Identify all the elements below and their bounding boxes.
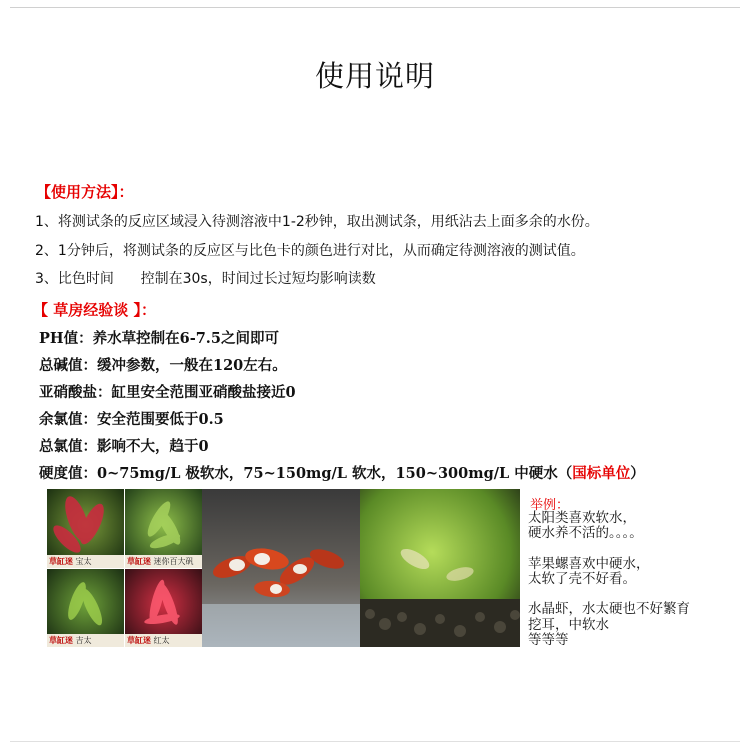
note-line-3: 苹果螺喜欢中硬水， [528,556,650,572]
plant-collage-image [47,489,202,647]
ph-line [39,327,279,348]
free-chlorine-text: 安全范围要低于0.5 [97,411,224,428]
note-line-1: 太阳类喜欢软水， [528,510,636,526]
nitrite-text: 缸里安全范围亚硝酸盐接近0 [111,384,296,401]
plant-collage-photo [47,489,202,647]
hardness-suffix: ） [630,465,645,482]
note-line-6: 挖耳，中软水 [528,617,609,633]
total-chlorine-text: 影响不大，趋于0 [97,438,209,455]
free-chlorine-line [39,408,224,429]
hardness-label: 硬度值： [39,465,97,482]
moss-image [360,489,520,647]
alkalinity-line [39,354,287,375]
usage-step-3: 3、比色时间 控制在30s，时间过长过短均影响读数 [35,271,376,287]
experience-heading: 【 草房经验谈 】： [33,301,156,319]
notes-heading: 举例： [530,498,570,513]
photo-tag-bottom-left: 草缸迷 吉太 [47,634,124,647]
photo-tag-bottom-right: 草缸迷 红太 [125,634,202,647]
total-chlorine-line [39,435,209,456]
usage-step-2: 2、1分钟后，将测试条的反应区与比色卡的颜色进行对比，从而确定待测溶液的测试值。 [35,243,585,259]
alkalinity-text: 缓冲参数，一般在120左右。 [97,357,287,374]
photo-tag-top-left: 草缸迷 宝太 [47,555,124,568]
free-chlorine-label: 余氯值： [39,411,97,428]
ph-text: 养水草控制在6-7.5之间即可 [92,330,279,347]
note-line-5: 水晶虾，水太硬也不好繁育 [528,601,690,617]
hardness-highlight: 国标单位 [572,465,631,482]
usage-step-1: 1、将测试条的反应区域浸入待测溶液中1-2秒钟，取出测试条，用纸沾去上面多余的水份。 [35,214,599,230]
shrimp-image [202,489,360,647]
page-title: 使用说明 [314,59,435,93]
note-line-2: 硬水养不活的。。。。 [528,525,643,541]
nitrite-line [39,381,296,402]
alkalinity-label: 总碱值： [39,357,97,374]
usage-heading: 【使用方法】： [36,183,134,201]
nitrite-label: 亚硝酸盐： [39,384,112,401]
shrimp-photo [202,489,360,647]
moss-shrimp-photo [360,489,520,647]
note-line-7: 等等等 [528,632,569,648]
hardness-text: 0~75mg/L 极软水，75~150mg/L 软水，150~300mg/L 中硬水（ [97,465,573,482]
note-line-4: 太软了壳不好看。 [528,571,636,587]
ph-label: PH值： [39,330,93,347]
photo-tag-top-right: 草缸迷 迷你百大矾 [125,555,202,568]
total-chlorine-label: 总氯值： [39,438,97,455]
hardness-line [39,462,645,483]
bottom-divider [10,741,740,742]
top-divider [10,7,740,8]
